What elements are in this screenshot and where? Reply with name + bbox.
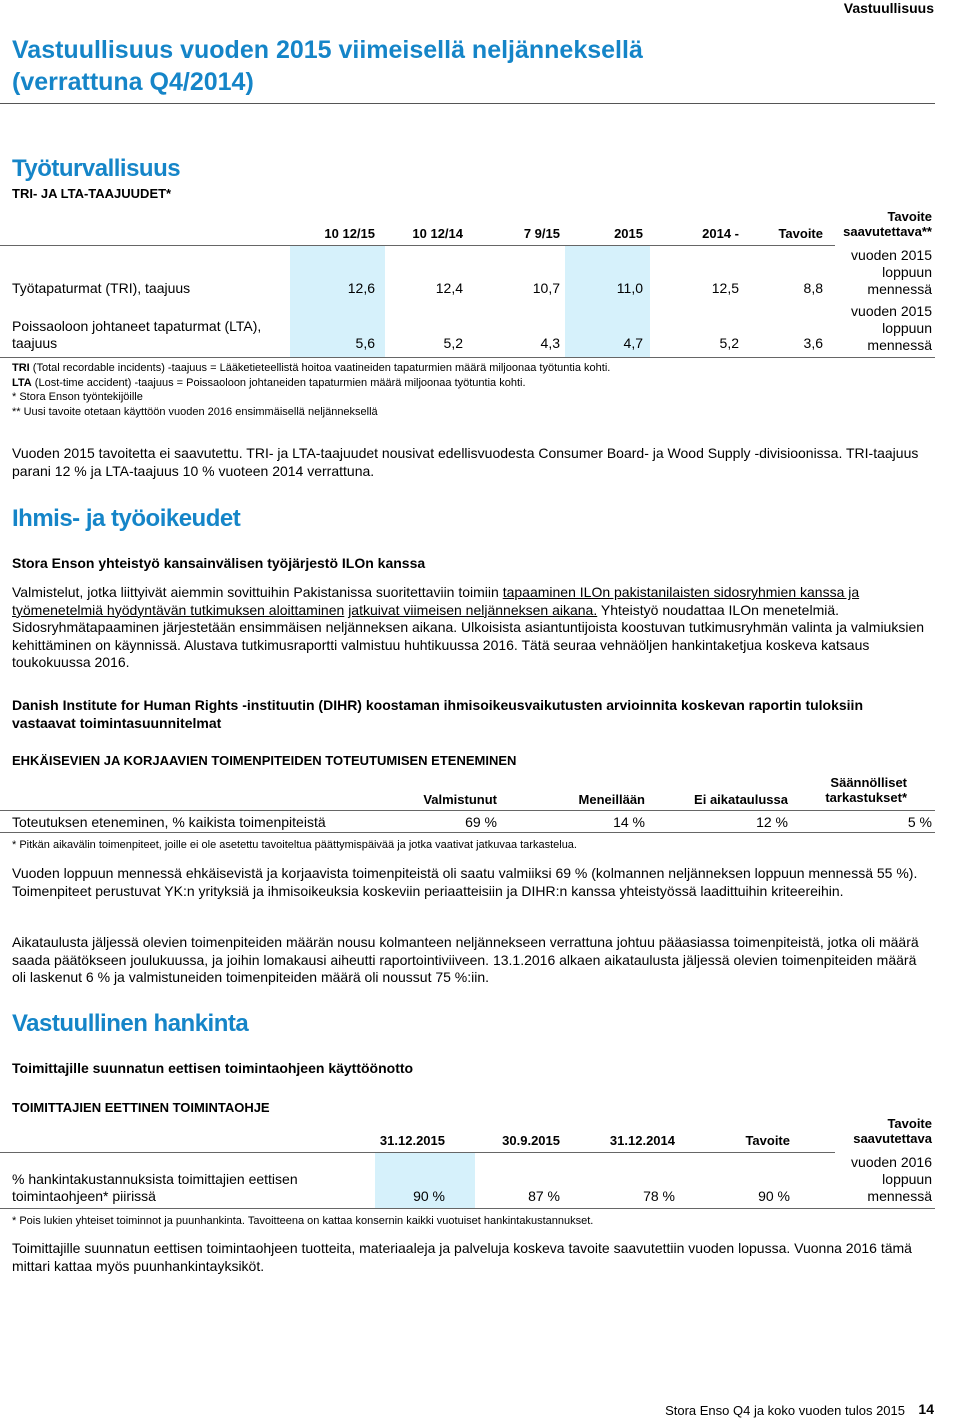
col-header: 10 12/15 <box>324 226 375 241</box>
table-rule <box>0 245 835 246</box>
col-header: Tavoite <box>745 1133 790 1148</box>
table-cell: 87 % <box>528 1188 560 1204</box>
table-cell: 5 % <box>907 814 932 830</box>
rights-paragraph-ilo <box>12 584 927 672</box>
procurement-subheading: Toimittajille suunnatun eettisen toimintaohjeen käyttöönotto <box>12 1060 414 1076</box>
rights-footnote: * Pitkän aikavälin toimenpiteet, joille ei ole asetettu tavoiteltua päättymispäivää ja jotka vaativat jatkuvaa tarkastelua. <box>12 839 577 851</box>
rights-paragraph-2: Vuoden loppuun mennessä ehkäisevistä ja korjaavista toimenpiteistä oli saatu valmiiksi 69 % (kolmannen neljänneksen loppuun mennessä 55 %). Toimenpiteet perustuvat YK:n yrityksiä ja ihmisoikeuksia koskeviin periaatteisiin ja DIHR:n kanssa yhteistyössä laadittuihin kriteereihin. <box>12 865 918 899</box>
table-cell: 11,0 <box>616 280 643 296</box>
target-col-header <box>843 209 932 239</box>
footnote-lta <box>12 376 932 391</box>
col-header: 31.12.2015 <box>379 1133 445 1148</box>
procurement-table-title: TOIMITTAJIEN EETTINEN TOIMINTAOHJE <box>12 1100 270 1115</box>
col-header: Meneillään <box>578 792 645 807</box>
col-header: 30.9.2015 <box>502 1133 560 1148</box>
rights-paragraph-3: Aikataulusta jäljessä olevien toimenpiteiden määrän nousu kolmanteen neljännekseen verrattuna johtuu pääasiassa toimenpiteistä, jotka oli määrä saada päätökseen joulukuussa, ja joihin lomakausi aiheutti raportointiviiveen. 13.1.2016 alkaen aikataulusta jäljessä olevien toimenpiteiden määrä oli laskenut 6 % ja valmistuneiden toimenpiteiden määrä oli noussut 75 %:iin. <box>12 934 919 985</box>
col-header: 10 12/14 <box>412 226 463 241</box>
table-cell: 12,4 <box>435 280 463 296</box>
table-cell: 12,6 <box>347 280 375 296</box>
last-col-line1: Säännölliset <box>830 775 907 790</box>
underlined-text: jatkuivat viimeisen neljänneksen aikana. <box>348 601 598 618</box>
rights-subheading-ilo: Stora Enson yhteistyö kansainvälisen työjärjestö ILOn kanssa <box>12 555 426 571</box>
target-line: mennessä <box>867 1188 932 1204</box>
safety-footnotes <box>12 361 932 419</box>
rights-heading: Ihmis- ja työoikeudet <box>12 505 241 532</box>
rights-table-title: EHKÄISEVIEN JA KORJAAVIEN TOIMENPITEIDEN TOTEUTUMISEN ETENEMINEN <box>12 753 517 768</box>
procurement-heading: Vastuullinen hankinta <box>12 1010 249 1037</box>
target-line: vuoden 2016 <box>851 1154 932 1170</box>
procurement-paragraph: Toimittajille suunnatun eettisen toimintaohjeen tuotteita, materiaaleja ja palveluja koskeva tavoite saavutettiin vuoden lopussa. Vuonna 2016 tämä mittari kattaa myös puunhankintayksiköt. <box>12 1240 912 1274</box>
col-header: 2014 - <box>702 226 739 241</box>
page-number: 14 <box>918 1401 934 1417</box>
target-col-line2: saavutettava <box>853 1131 932 1146</box>
row-label: taajuus <box>12 335 58 351</box>
footnote-tri-text: (Total recordable incidents) -taajuus = Lääketieteellistä hoitoa vaatineiden tapaturmien määrä miljoonaa työtuntia kohti. <box>29 362 611 374</box>
target-line: loppuun <box>882 264 932 280</box>
table-cell: 14 % <box>613 814 645 830</box>
table-cell: 10,7 <box>532 280 560 296</box>
target-col-line1: Tavoite <box>887 209 932 224</box>
footnote-tri <box>12 361 932 376</box>
page-title-line1: Vastuullisuus vuoden 2015 viimeisellä neljänneksellä <box>12 36 643 64</box>
table-rule <box>0 832 935 833</box>
target-line: loppuun <box>882 320 932 336</box>
row-label: % hankintakustannuksista toimittajien eettisen <box>12 1171 298 1187</box>
col-header: Tavoite <box>778 226 823 241</box>
last-col-line2: tarkastukset* <box>825 790 907 805</box>
target-col-line2: saavutettava** <box>843 224 932 239</box>
table-cell: 90 % <box>758 1188 790 1204</box>
row-label: Työtapaturmat (TRI), taajuus <box>12 280 191 296</box>
table-cell: 4,7 <box>623 335 643 351</box>
table-cell: 5,2 <box>719 335 739 351</box>
footnote-tri-term: TRI <box>12 362 30 374</box>
col-header: 2015 <box>614 226 643 241</box>
table-rule <box>0 1208 935 1209</box>
table-rule <box>0 810 935 811</box>
target-cell <box>851 247 932 298</box>
table-rule <box>0 1152 835 1153</box>
footnote-star2: ** Uusi tavoite otetaan käyttöön vuoden 2016 ensimmäisellä neljänneksellä <box>12 405 378 418</box>
footnote-star1: * Stora Enson työntekijöille <box>12 391 143 403</box>
table-cell: 69 % <box>465 814 497 830</box>
underlined-text: tapaaminen ILOn pakistanilaisten sidosryhmien kanssa ja työmenetelmiä hyödyntävän tutkimuksen aloittaminen <box>12 584 860 618</box>
target-cell <box>851 303 932 354</box>
footnote-lta-term: LTA <box>12 376 32 389</box>
table-cell: 5,6 <box>355 335 375 351</box>
code-of-conduct-table <box>0 1110 935 1210</box>
target-col-header <box>853 1116 932 1146</box>
last-col-header <box>825 775 907 805</box>
table-rule <box>0 357 935 358</box>
text-span: Yhteistyö noudattaa ILOn menetelmiä. Sidosryhmätapaaminen järjestetään ensimmäisen neljänneksen aikana. Ulkoisista asiantuntijoista koostuvan tutkimusryhmän valinta ja valmiuksien kehittäminen on käynnissä. Alustava tutkimusraportti valmistuu huhtikuussa 2016. Tätä seuraa vehnäöljen hankintaketjua koskeva katsaus toukokuussa 2016. <box>12 601 925 670</box>
row-label: Toteutuksen eteneminen, % kaikista toimenpiteistä <box>12 814 326 830</box>
page-title-line2: (verrattuna Q4/2014) <box>12 68 254 96</box>
procurement-footnote: * Pois lukien yhteiset toiminnot ja puunhankinta. Tavoitteena on kattaa konsernin kaikki vuotuiset hankintakustannukset. <box>12 1215 594 1227</box>
table-cell: 78 % <box>643 1188 675 1204</box>
table-cell: 8,8 <box>803 280 823 296</box>
col-header: Ei aikataulussa <box>694 792 788 807</box>
safety-heading: Työturvallisuus <box>12 155 181 182</box>
table-cell: 3,6 <box>803 335 823 351</box>
target-cell <box>851 1154 932 1205</box>
footer-text: Stora Enso Q4 ja koko vuoden tulos 2015 <box>665 1403 905 1418</box>
footnote-lta-text: (Lost-time accident) -taajuus = Poissaoloon johtaneiden tapaturmien määrä miljoonaa työtuntia kohti. <box>31 376 526 389</box>
target-line: mennessä <box>867 337 932 353</box>
target-line: vuoden 2015 <box>851 303 932 319</box>
row-label: toimintaohjeen* piirissä <box>12 1188 156 1204</box>
progress-table <box>0 770 935 830</box>
col-header: 31.12.2014 <box>609 1133 675 1148</box>
text-span: Valmistelut, jotka liittyivät aiemmin sovittuihin Pakistanissa suoritettaviin toimiin <box>12 584 503 600</box>
safety-paragraph: Vuoden 2015 tavoitetta ei saavutettu. TRI- ja LTA-taajuudet nousivat edellisvuodesta Consumer Board- ja Wood Supply -divisioonissa. TRI-taajuus parani 12 % ja LTA-taajuus 10 % vuoteen 2014 verrattuna. <box>12 445 919 479</box>
target-col-line1: Tavoite <box>887 1116 932 1131</box>
row-label: Poissaoloon johtaneet tapaturmat (LTA), <box>12 318 262 334</box>
col-header: Valmistunut <box>423 792 497 807</box>
target-line: vuoden 2015 <box>851 247 932 263</box>
section-header: Vastuullisuus <box>843 0 934 16</box>
safety-table <box>0 207 935 357</box>
page-title <box>12 34 912 98</box>
table-cell: 4,3 <box>540 335 560 351</box>
table-cell: 90 % <box>413 1188 445 1204</box>
target-line: loppuun <box>882 1171 932 1187</box>
table-cell: 5,2 <box>443 335 463 351</box>
header-rule <box>0 103 935 104</box>
target-line: mennessä <box>867 281 932 297</box>
safety-table-title: TRI- JA LTA-TAAJUUDET* <box>12 186 172 201</box>
table-cell: 12 % <box>756 814 788 830</box>
table-cell: 12,5 <box>711 280 739 296</box>
col-header: 7 9/15 <box>523 226 560 241</box>
rights-subheading-dihr: Danish Institute for Human Rights -instituutin (DIHR) koostaman ihmisoikeusvaikutusten arvioinnita koskevan raportin tuloksiin vastaavat toimintasuunnitelmat <box>12 697 863 731</box>
